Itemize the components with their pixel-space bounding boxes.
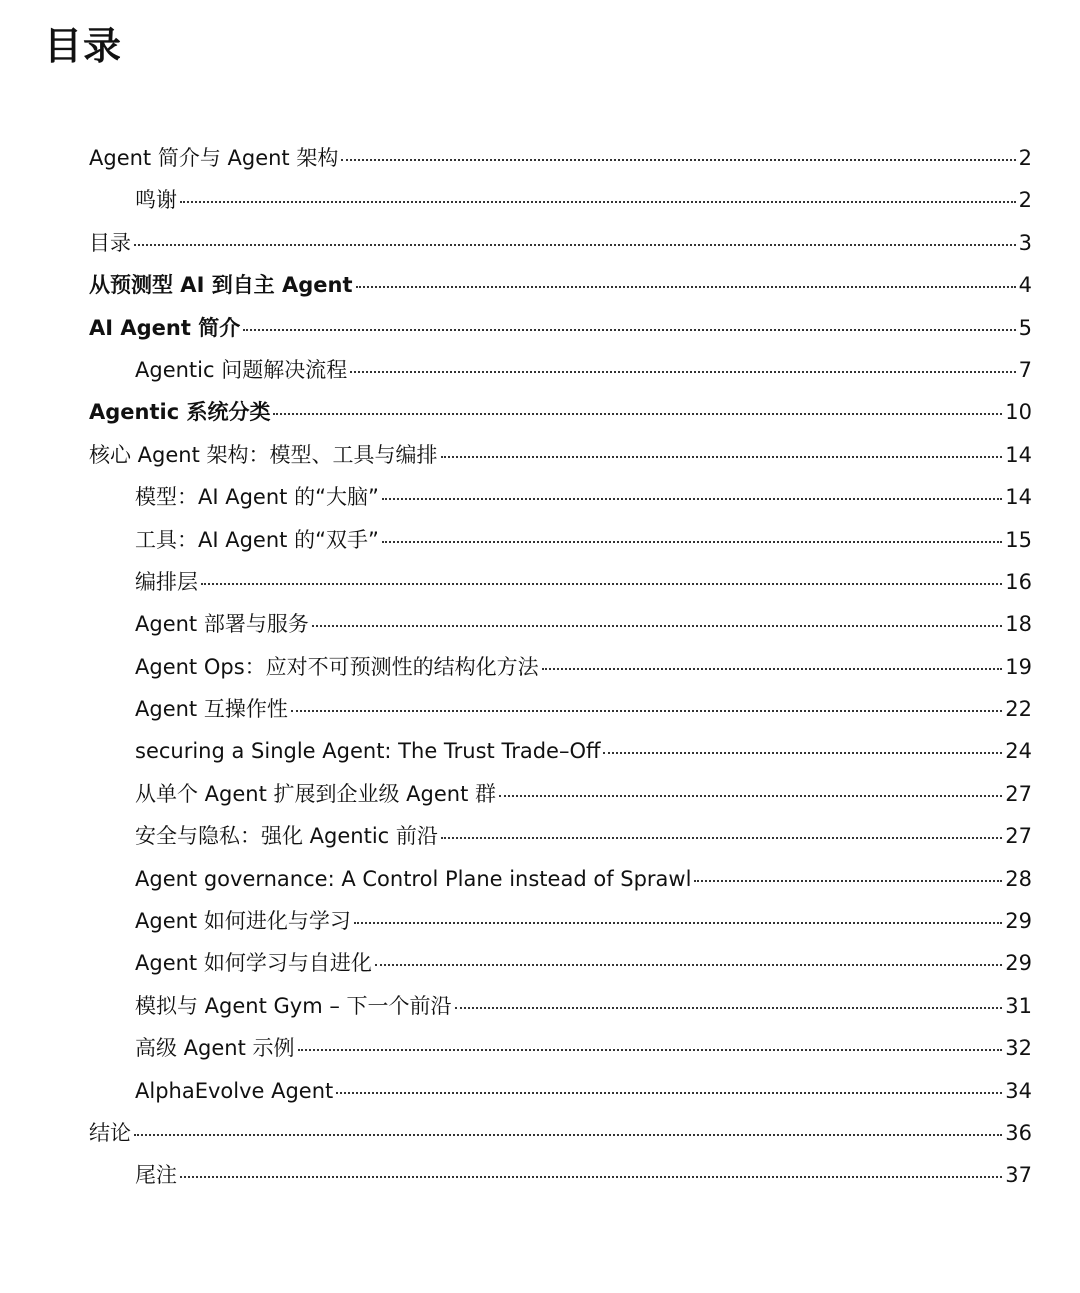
toc-entry-page-number: 2 [1018, 146, 1032, 170]
toc-entry-page-number: 5 [1018, 315, 1032, 340]
toc-entry-page-number: 24 [1005, 739, 1032, 764]
toc-entry-title: 模型：AI Agent 的“大脑” [135, 485, 379, 510]
toc-entry[interactable] [0, 942, 1080, 984]
toc-entry[interactable] [0, 561, 1080, 603]
toc-entry[interactable] [0, 985, 1080, 1027]
dot-leader [341, 159, 1015, 161]
dot-leader [312, 625, 1002, 627]
dot-leader [336, 1092, 1002, 1094]
toc-entry-title: 编排层 [135, 569, 198, 594]
toc-entry-title: 目录 [89, 230, 131, 255]
toc-entry-title: Agentic 问题解决流程 [135, 357, 348, 382]
toc-entry[interactable] [0, 815, 1080, 857]
toc-entry-title: 高级 Agent 示例 [135, 1036, 295, 1061]
toc-entry-title: Agent Ops：应对不可预测性的结构化方法 [135, 654, 539, 679]
dot-leader [382, 541, 1002, 543]
toc-entry-title: 结论 [89, 1120, 131, 1145]
toc-entry-title: Agent 如何学习与自进化 [135, 951, 372, 976]
dot-leader [243, 329, 1015, 331]
toc-entry-page-number: 4 [1018, 273, 1032, 298]
dot-leader [441, 456, 1003, 458]
toc-entry-page-number: 3 [1018, 230, 1032, 255]
toc-entry-page-number: 14 [1005, 442, 1032, 467]
toc-entry-page-number: 19 [1005, 654, 1032, 679]
toc-entry-title: 核心 Agent 架构：模型、工具与编排 [89, 442, 438, 467]
dot-leader [201, 583, 1002, 585]
toc-entry-title: 模拟与 Agent Gym – 下一个前沿 [135, 993, 452, 1018]
dot-leader [382, 498, 1002, 500]
toc-entry-page-number: 31 [1005, 993, 1032, 1018]
toc-entry-page-number: 15 [1005, 527, 1032, 552]
dot-leader [350, 371, 1015, 373]
toc-entry-title: Agent 互操作性 [135, 697, 288, 722]
toc-entry[interactable] [0, 900, 1080, 942]
toc-entry-page-number: 22 [1005, 697, 1032, 722]
toc-entry[interactable] [0, 391, 1080, 433]
toc-entry-page-number: 14 [1005, 485, 1032, 510]
toc-entry-title: Agentic 系统分类 [89, 400, 271, 425]
toc-entry-title: 尾注 [135, 1163, 177, 1188]
toc-entry[interactable] [0, 179, 1080, 221]
dot-leader [134, 244, 1016, 246]
toc-entry[interactable] [0, 519, 1080, 561]
toc-entry-title: AlphaEvolve Agent [135, 1078, 334, 1103]
dot-leader [180, 201, 1016, 203]
dot-leader [603, 752, 1002, 754]
toc-entry[interactable] [0, 264, 1080, 306]
toc-entry[interactable] [0, 434, 1080, 476]
dot-leader [356, 286, 1016, 288]
toc-entry-page-number: 2 [1018, 188, 1032, 213]
toc-entry-title: 鸣谢 [135, 188, 177, 213]
dot-leader [354, 922, 1002, 924]
dot-leader [375, 964, 1002, 966]
toc-entry[interactable] [0, 307, 1080, 349]
toc-entry-page-number: 16 [1005, 569, 1032, 594]
toc-entry-title: Agent governance: A Control Plane instead of Sprawl [135, 866, 692, 891]
toc-entry-title: 从预测型 AI 到自主 Agent [89, 273, 353, 298]
toc-entry-page-number: 7 [1018, 357, 1032, 382]
toc-entry-title: 工具：AI Agent 的“双手” [135, 527, 379, 552]
toc-entry-title: Agent 如何进化与学习 [135, 909, 351, 934]
toc-entry-page-number: 29 [1005, 909, 1032, 934]
toc-entry[interactable] [0, 349, 1080, 391]
dot-leader [441, 837, 1002, 839]
toc-entry-title: Agent 部署与服务 [135, 612, 309, 637]
toc-entry-page-number: 37 [1005, 1163, 1032, 1188]
toc-entry-page-number: 29 [1005, 951, 1032, 976]
toc-entry[interactable] [0, 646, 1080, 688]
table-of-contents [0, 137, 1080, 1197]
toc-entry[interactable] [0, 730, 1080, 772]
toc-entry-page-number: 36 [1005, 1120, 1032, 1145]
toc-entry-page-number: 27 [1005, 824, 1032, 849]
toc-entry[interactable] [0, 1154, 1080, 1196]
toc-entry[interactable] [0, 773, 1080, 815]
toc-entry-title: securing a Single Agent: The Trust Trade–Off [135, 739, 601, 764]
toc-entry-page-number: 32 [1005, 1036, 1032, 1061]
dot-leader [180, 1176, 1002, 1178]
dot-leader [291, 710, 1002, 712]
toc-entry-title: Agent 简介与 Agent 架构 [89, 146, 339, 170]
toc-entry[interactable] [0, 1070, 1080, 1112]
toc-entry[interactable] [0, 603, 1080, 645]
toc-entry-page-number: 27 [1005, 781, 1032, 806]
dot-leader [298, 1049, 1003, 1051]
dot-leader [694, 880, 1002, 882]
toc-entry-page-number: 18 [1005, 612, 1032, 637]
dot-leader [273, 413, 1002, 415]
toc-entry[interactable] [0, 222, 1080, 264]
toc-entry-page-number: 10 [1005, 400, 1032, 425]
toc-entry[interactable] [0, 137, 1080, 179]
toc-entry-title: 安全与隐私：强化 Agentic 前沿 [135, 824, 438, 849]
toc-entry[interactable] [0, 858, 1080, 900]
dot-leader [134, 1134, 1002, 1136]
toc-entry-title: 从单个 Agent 扩展到企业级 Agent 群 [135, 781, 497, 806]
toc-entry[interactable] [0, 1112, 1080, 1154]
dot-leader [499, 795, 1002, 797]
toc-entry-page-number: 34 [1005, 1078, 1032, 1103]
dot-leader [542, 668, 1003, 670]
toc-entry-title: AI Agent 简介 [89, 315, 241, 340]
toc-entry[interactable] [0, 476, 1080, 518]
toc-entry[interactable] [0, 688, 1080, 730]
page-title: 目录 [44, 24, 123, 68]
toc-entry[interactable] [0, 1027, 1080, 1069]
toc-entry-page-number: 28 [1005, 866, 1032, 891]
dot-leader [455, 1007, 1003, 1009]
